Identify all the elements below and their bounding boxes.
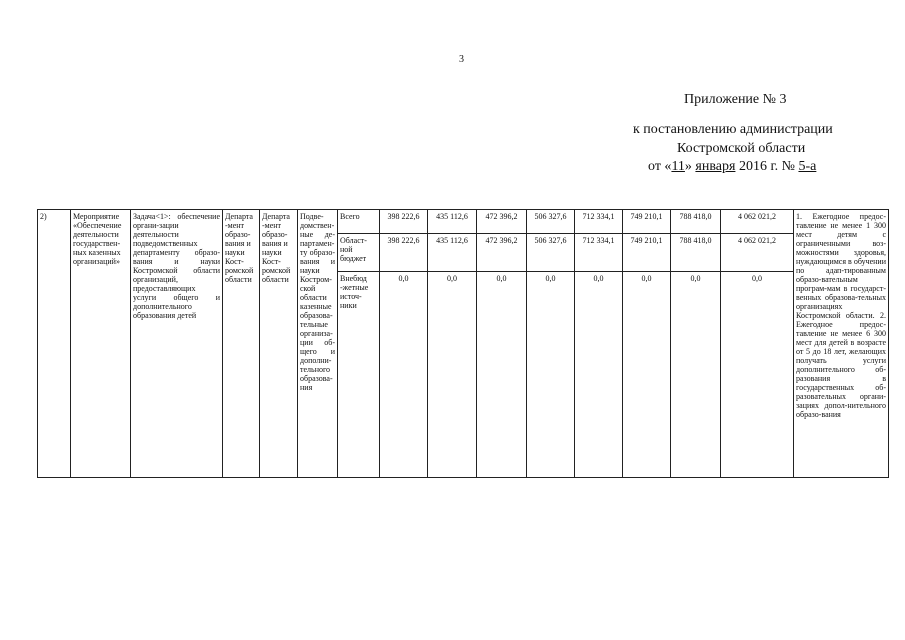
value-cell: 712 334,1 xyxy=(575,234,623,272)
value-cell: 788 418,0 xyxy=(671,234,721,272)
date-month: января xyxy=(695,159,736,174)
date-day: 11 xyxy=(671,159,685,174)
value-cell: 0,0 xyxy=(428,272,477,478)
appendix-date-line xyxy=(648,159,816,175)
source-label: Внебюд -жетные источ-ники xyxy=(338,272,380,478)
source-label: Област-ной бюджет xyxy=(338,234,380,272)
value-cell: 435 112,6 xyxy=(428,210,477,234)
page-number: 3 xyxy=(459,54,464,65)
value-cell: 506 327,6 xyxy=(527,234,575,272)
total-cell: 4 062 021,2 xyxy=(721,210,794,234)
value-cell: 749 210,1 xyxy=(623,234,671,272)
expected-results-cell: 1. Ежегодное предос-тавление не менее 1 300 мест детям с ограниченными воз-можностями здоровья, нуждающимся в обучении по адап-тированным образо-вательным програм-мам в государст-венных образова-тельных организациях Костромской области. 2. Ежегодное предос-тавление не менее 6 300 мест для детей в возрасте от 5 до 18 лет, желающих получать услуги дополнительного об-разования в государственных об-разовательных органи-зациях допол-нительного образо-вания xyxy=(794,210,889,478)
value-cell: 0,0 xyxy=(527,272,575,478)
value-cell: 398 222,6 xyxy=(380,210,428,234)
value-cell: 712 334,1 xyxy=(575,210,623,234)
value-cell: 472 396,2 xyxy=(477,210,527,234)
value-cell: 435 112,6 xyxy=(428,234,477,272)
value-cell: 472 396,2 xyxy=(477,234,527,272)
value-cell: 0,0 xyxy=(671,272,721,478)
appendix-title: Приложение № 3 xyxy=(684,92,787,107)
total-cell: 4 062 021,2 xyxy=(721,234,794,272)
value-cell: 0,0 xyxy=(380,272,428,478)
date-mid: » xyxy=(684,159,696,174)
value-cell: 788 418,0 xyxy=(671,210,721,234)
program-table xyxy=(37,209,889,478)
table-row xyxy=(38,210,889,234)
value-cell: 506 327,6 xyxy=(527,210,575,234)
total-cell: 0,0 xyxy=(721,272,794,478)
coexecutor-dept-cell: Департа -мент образо-вания и науки Кост-ромской области xyxy=(260,210,298,478)
appendix-subtitle-line2: Костромской области xyxy=(677,141,806,156)
value-cell: 749 210,1 xyxy=(623,210,671,234)
event-cell: Мероприятие «Обеспечение деятельности государствен-ных казенных организаций» xyxy=(71,210,131,478)
value-cell: 0,0 xyxy=(575,272,623,478)
date-prefix: от « xyxy=(648,159,672,174)
decree-number: 5-а xyxy=(798,159,817,174)
task-cell: Задача<1>: обеспечение органи-зации деятельности подведомственных департаменту образо-вания и науки Костромской области организаций, предоставляющих услуги общего и дополнительного образования детей xyxy=(131,210,223,478)
row-index: 2) xyxy=(38,210,71,478)
date-suffix: 2016 г. № xyxy=(735,159,799,174)
value-cell: 398 222,6 xyxy=(380,234,428,272)
source-label: Всего xyxy=(338,210,380,234)
appendix-subtitle-line1: к постановлению администрации xyxy=(633,122,833,137)
value-cell: 0,0 xyxy=(477,272,527,478)
responsible-dept-cell: Департа -мент образо-вания и науки Кост-ромской области xyxy=(223,210,260,478)
value-cell: 0,0 xyxy=(623,272,671,478)
participants-cell: Подве-домствен-ные де-партамен-ту образо-вания и науки Костром-ской области казенные образова-тельные организа-ции об-щего и дополни-тельного образова-ния xyxy=(298,210,338,478)
